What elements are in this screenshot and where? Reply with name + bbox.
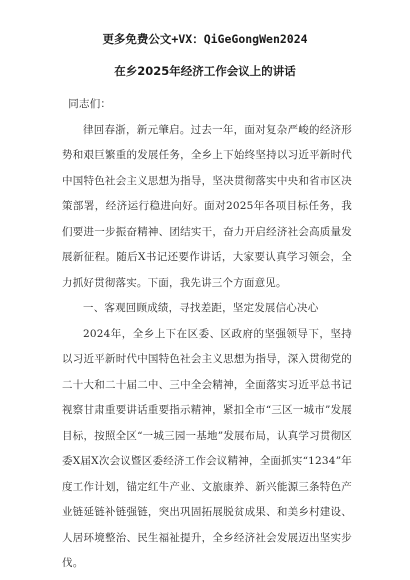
document-title: 在乡2025年经济工作会议上的讲话 (114, 64, 296, 78)
salutation: 同志们： (68, 98, 112, 110)
paragraph-review: 2024年，全乡上下在区委、区政府的坚强领导下，坚持以习近平新时代中国特色社会主义思想为指导，深入贯彻党的二十大和二十届二中、三中全会精神，全面落实习近平总书记视察甘肃重要讲话重要指示精神，紧扣全市“三区一城市”发展目标，按照全区“一城三园一基地”发展布局，认真学习贯彻区委X届X次会议暨区委经济工作会议精神，全面抓实“1234”年度工作计划，锚定红牛产业、文旅康养、新兴能源三条特色产业链延链补链强链，突出巩固拓展脱贫成果、和美乡村建设、人居环境整治、民生福祉提升，全乡经济社会发展迈出坚实步伐。 (62, 327, 352, 569)
paragraph-intro: 律回春浙，新元肇启。过去一年，面对复杂严峻的经济形势和艰巨繁重的发展任务，全乡上下始终坚持以习近平新时代中国特色社会主义思想为指导，坚决贯彻落实中央和省市区决策部署，经济运行稳进向好。面对2025年各项目标任务，我们要进一步振奋精神、团结实干，奋力开启经济社会高质量发展新征程。随后X书记还要作讲话，大家要认真学习领会，全力抓好贯彻落实。下面，我先讲三个方面意见。 (62, 123, 352, 289)
watermark-header: 更多免费公文+VX：QiGeGongWen2024 (102, 32, 308, 46)
section-heading-1: 一、客观回顾成绩，寻找差距，坚定发展信心决心 (83, 302, 319, 314)
document-body (62, 92, 352, 577)
